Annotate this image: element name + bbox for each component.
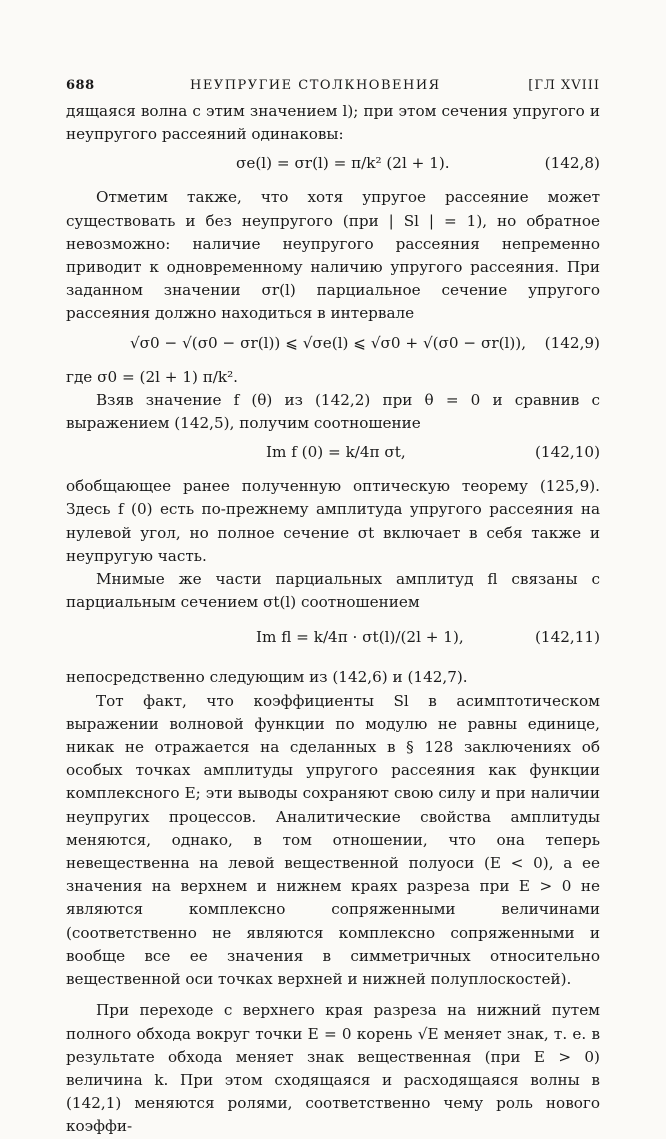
paragraph-9: При переходе с верхнего края разреза на нижний путем полного обхода вокруг точки E = 0 корень √E меняет знак, т. е. в результате обхода меняет знак вещественная (при E > 0) величина k. При этом сходящаяся и расходящаяся волны в (142,1) меняются ролями, соответственно чему роль нового коэффи- [66,1001,600,1136]
paragraph-3: где σ0 = (2l + 1) π/k². [66,367,238,386]
equation-formula: σe(l) = σr(l) = π/k² (2l + 1). [236,154,450,173]
paragraph-8: Тот факт, что коэффициенты Sl в асимптотическом выражении волновой функции по модулю не равны единице, никак не отражается на сделанных в § 128 заключениях об особых точках амплитуды упругого рассеяния как функции комплексного E; эти выводы сохраняют свою силу и при наличии неупругих процессов. Аналитические свойства амплитуды меняются, однако, в том отношении, что она теперь невещественна на левой вещественной полуоси (E < 0), а ее значения на верхнем и нижнем краях разреза при E > 0 не являются комплексно сопряженными величинами (соответственно не являются комплексно сопряженными и вообще все ее значения в симметричных относительно вещественной оси точках верхней и нижней полуплоскостей). [66,691,600,989]
paragraph-1: дящаяся волна с этим значением l); при этом сечения упругого и неупругого рассеяний одинаковы: [66,102,600,144]
running-title: НЕУПРУГИЕ СТОЛКНОВЕНИЯ [190,78,441,93]
equation-142-11 [66,614,600,666]
paragraph-5: обобщающее ранее полученную оптическую теорему (125,9). Здесь f (0) есть по-прежнему амплитуда упругого рассеяния на нулевой угол, но полное сечение σt включает в себя также и неупругую часть. [66,477,600,565]
paragraph-6: Мнимые же части парциальных амплитуд fl связаны с парциальным сечением σt(l) соотношением [66,570,600,612]
equation-formula: Im f (0) = k/4π σt, [266,443,406,462]
equation-number: (142,9) [544,333,600,352]
page-header [66,78,600,100]
equation-number: (142,11) [535,628,600,647]
equation-formula: Im fl = k/4π · σt(l)/(2l + 1), [256,628,464,647]
equation-formula: √σ0 − √(σ0 − σr(l)) ⩽ √σe(l) ⩽ √σ0 + √(σ0 − σr(l)), [130,333,527,352]
book-page [66,78,600,1139]
equation-number: (142,8) [544,154,600,173]
equation-number: (142,10) [535,443,600,462]
paragraph-2: Отметим также, что хотя упругое рассеяние может существовать и без неупругого (при | Sl | = 1), но обратное невозможно: наличие неупругого рассеяния непременно приводит к одновременному наличию упругого рассеяния. При заданном значении σr(l) парциальное сечение упругого рассеяния должно находиться в интервале [66,188,600,323]
paragraph-7: непосредственно следующим из (142,6) и (142,7). [66,668,468,687]
equation-142-9 [66,326,600,366]
paragraph-4: Взяв значение f (θ) из (142,2) при θ = 0 и сравнив с выражением (142,5), получим соотношение [66,390,600,433]
page-number: 688 [66,78,95,93]
chapter-label: [ГЛ XVIII [528,78,600,93]
equation-142-8 [66,146,600,186]
equation-142-10 [66,435,600,475]
